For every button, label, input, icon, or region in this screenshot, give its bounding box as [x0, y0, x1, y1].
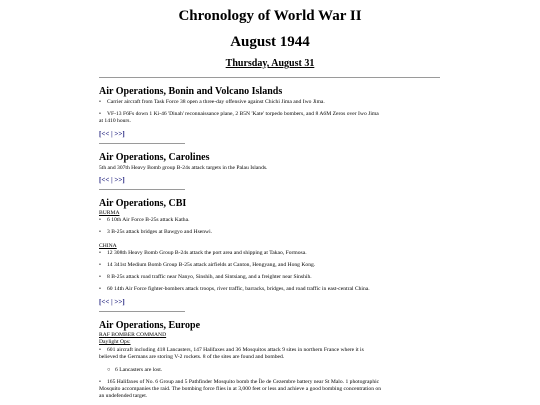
bullet: •: [99, 274, 101, 280]
subheading-raf: RAF BOMBER COMMAND: [99, 332, 167, 338]
page-title: Chronology of World War II: [178, 8, 362, 24]
section-heading-europe: Air Operations, Europe: [99, 320, 201, 331]
nav-separator: |: [111, 130, 113, 138]
next-link[interactable]: >>]: [114, 130, 125, 138]
next-link[interactable]: >>]: [114, 298, 125, 306]
section-heading-cbi: Air Operations, CBI: [99, 198, 187, 209]
nav-separator: |: [111, 176, 113, 184]
divider: [99, 189, 185, 190]
nav-separator: |: [111, 298, 113, 306]
bullet: •: [99, 262, 101, 268]
prev-link[interactable]: [<<: [99, 130, 110, 138]
list-item-continuation: an undefended target.: [99, 393, 148, 399]
prev-link[interactable]: [<<: [99, 298, 110, 306]
section-heading-bonin: Air Operations, Bonin and Volcano Islands: [99, 86, 283, 97]
circle-bullet: ○: [107, 367, 111, 373]
bullet: •: [99, 111, 101, 117]
bullet: •: [99, 347, 101, 353]
list-item-continuation: Mosquito accompanies the raid. The bombing force flies in at 3,000 feet or less and achieve a good bombing concentration on: [99, 386, 381, 392]
nav-links: [99, 130, 125, 138]
subheading-china: CHINA: [99, 243, 117, 249]
subheading-daylight: Daylight Ops:: [99, 339, 131, 345]
bullet: •: [99, 379, 101, 385]
divider: [99, 77, 440, 78]
prev-link[interactable]: [<<: [99, 176, 110, 184]
list-item-continuation: believed the Germans are storing V-2 rockets. 8 of the sites are found and bombed.: [99, 354, 285, 360]
bullet: •: [99, 217, 101, 223]
nav-links: [99, 298, 125, 306]
page: Chronology of World War II August 1944 Thursday, August 31 Air Operations, Bonin and Volcano Islands • Carrier aircraft from Task Force 38 open a three-day offensive against Chichi Jima and Iwo Jima. • VF-13 F6Fs down 1 Ki-46 'Dinah' reconnaissance plane, 2 B5N 'Kate' torpedo bombers, and 8 A6M Zeros over Iwo Jima at 1410 hours. [<< | >>] Air Operations, Carolines 5th and 307th Heavy Bomb group B-24s attack targets in the Palau Islands. [<< | >>] Air Operations, CBI BURMA • 6 10th Air Force B-25s attack Katha. • 3 B-25s attack bridges at Bawgyo and Hsenwi. CHINA • 12 308th Heavy Bomb Group B-24s attack the port area and shipping at Takao, Formosa. • 14 341st Medium Bomb Group B-25s attack airfields at Canton, Hengyang, and Hong Kong. • 8 B-25s attack road traffic near Nanyo, Sinshih, and Sintsiang, and a freighter near Sinshih. • 60 14th Air Force fighter-bombers attack troops, river traffic, barracks, bridges, and road traffic in east-central China. [<< | >>] Air Operations, Europe RAF BOMBER COMMAND Daylight Ops: • 601 aircraft including 418 Lancasters, 147 Halifaxes and 36 Mosquitos attack 9 sites in northern France where it is believed the Germans are storing V-2 rockets. 8 of the sites are found and bombed. ○ 6 Lancasters are lost. • 165 Halifaxes of No. 6 Group and 5 Pathfinder Mosquito bomb the Île de Cezembre battery near St Malo. 1 photographic Mosquito accompanies the raid. The bombing force flies in at 3,000 feet or less and achieve a good bombing concentration on an undefended target.: [0, 0, 540, 405]
bullet: •: [99, 286, 101, 292]
divider: [99, 311, 185, 312]
date-heading: Thursday, August 31: [225, 58, 315, 69]
next-link[interactable]: >>]: [114, 176, 125, 184]
nav-links: [99, 176, 125, 184]
section-text: 5th and 307th Heavy Bomb group B-24s attack targets in the Palau Islands.: [99, 165, 268, 171]
page-subtitle: August 1944: [230, 34, 310, 50]
bullet: •: [99, 229, 101, 235]
list-item-continuation: at 1410 hours.: [99, 118, 131, 124]
subheading-burma: BURMA: [99, 210, 120, 216]
bullet: •: [99, 99, 101, 105]
section-heading-carolines: Air Operations, Carolines: [99, 152, 210, 163]
bullet: •: [99, 250, 101, 256]
divider: [99, 143, 185, 144]
